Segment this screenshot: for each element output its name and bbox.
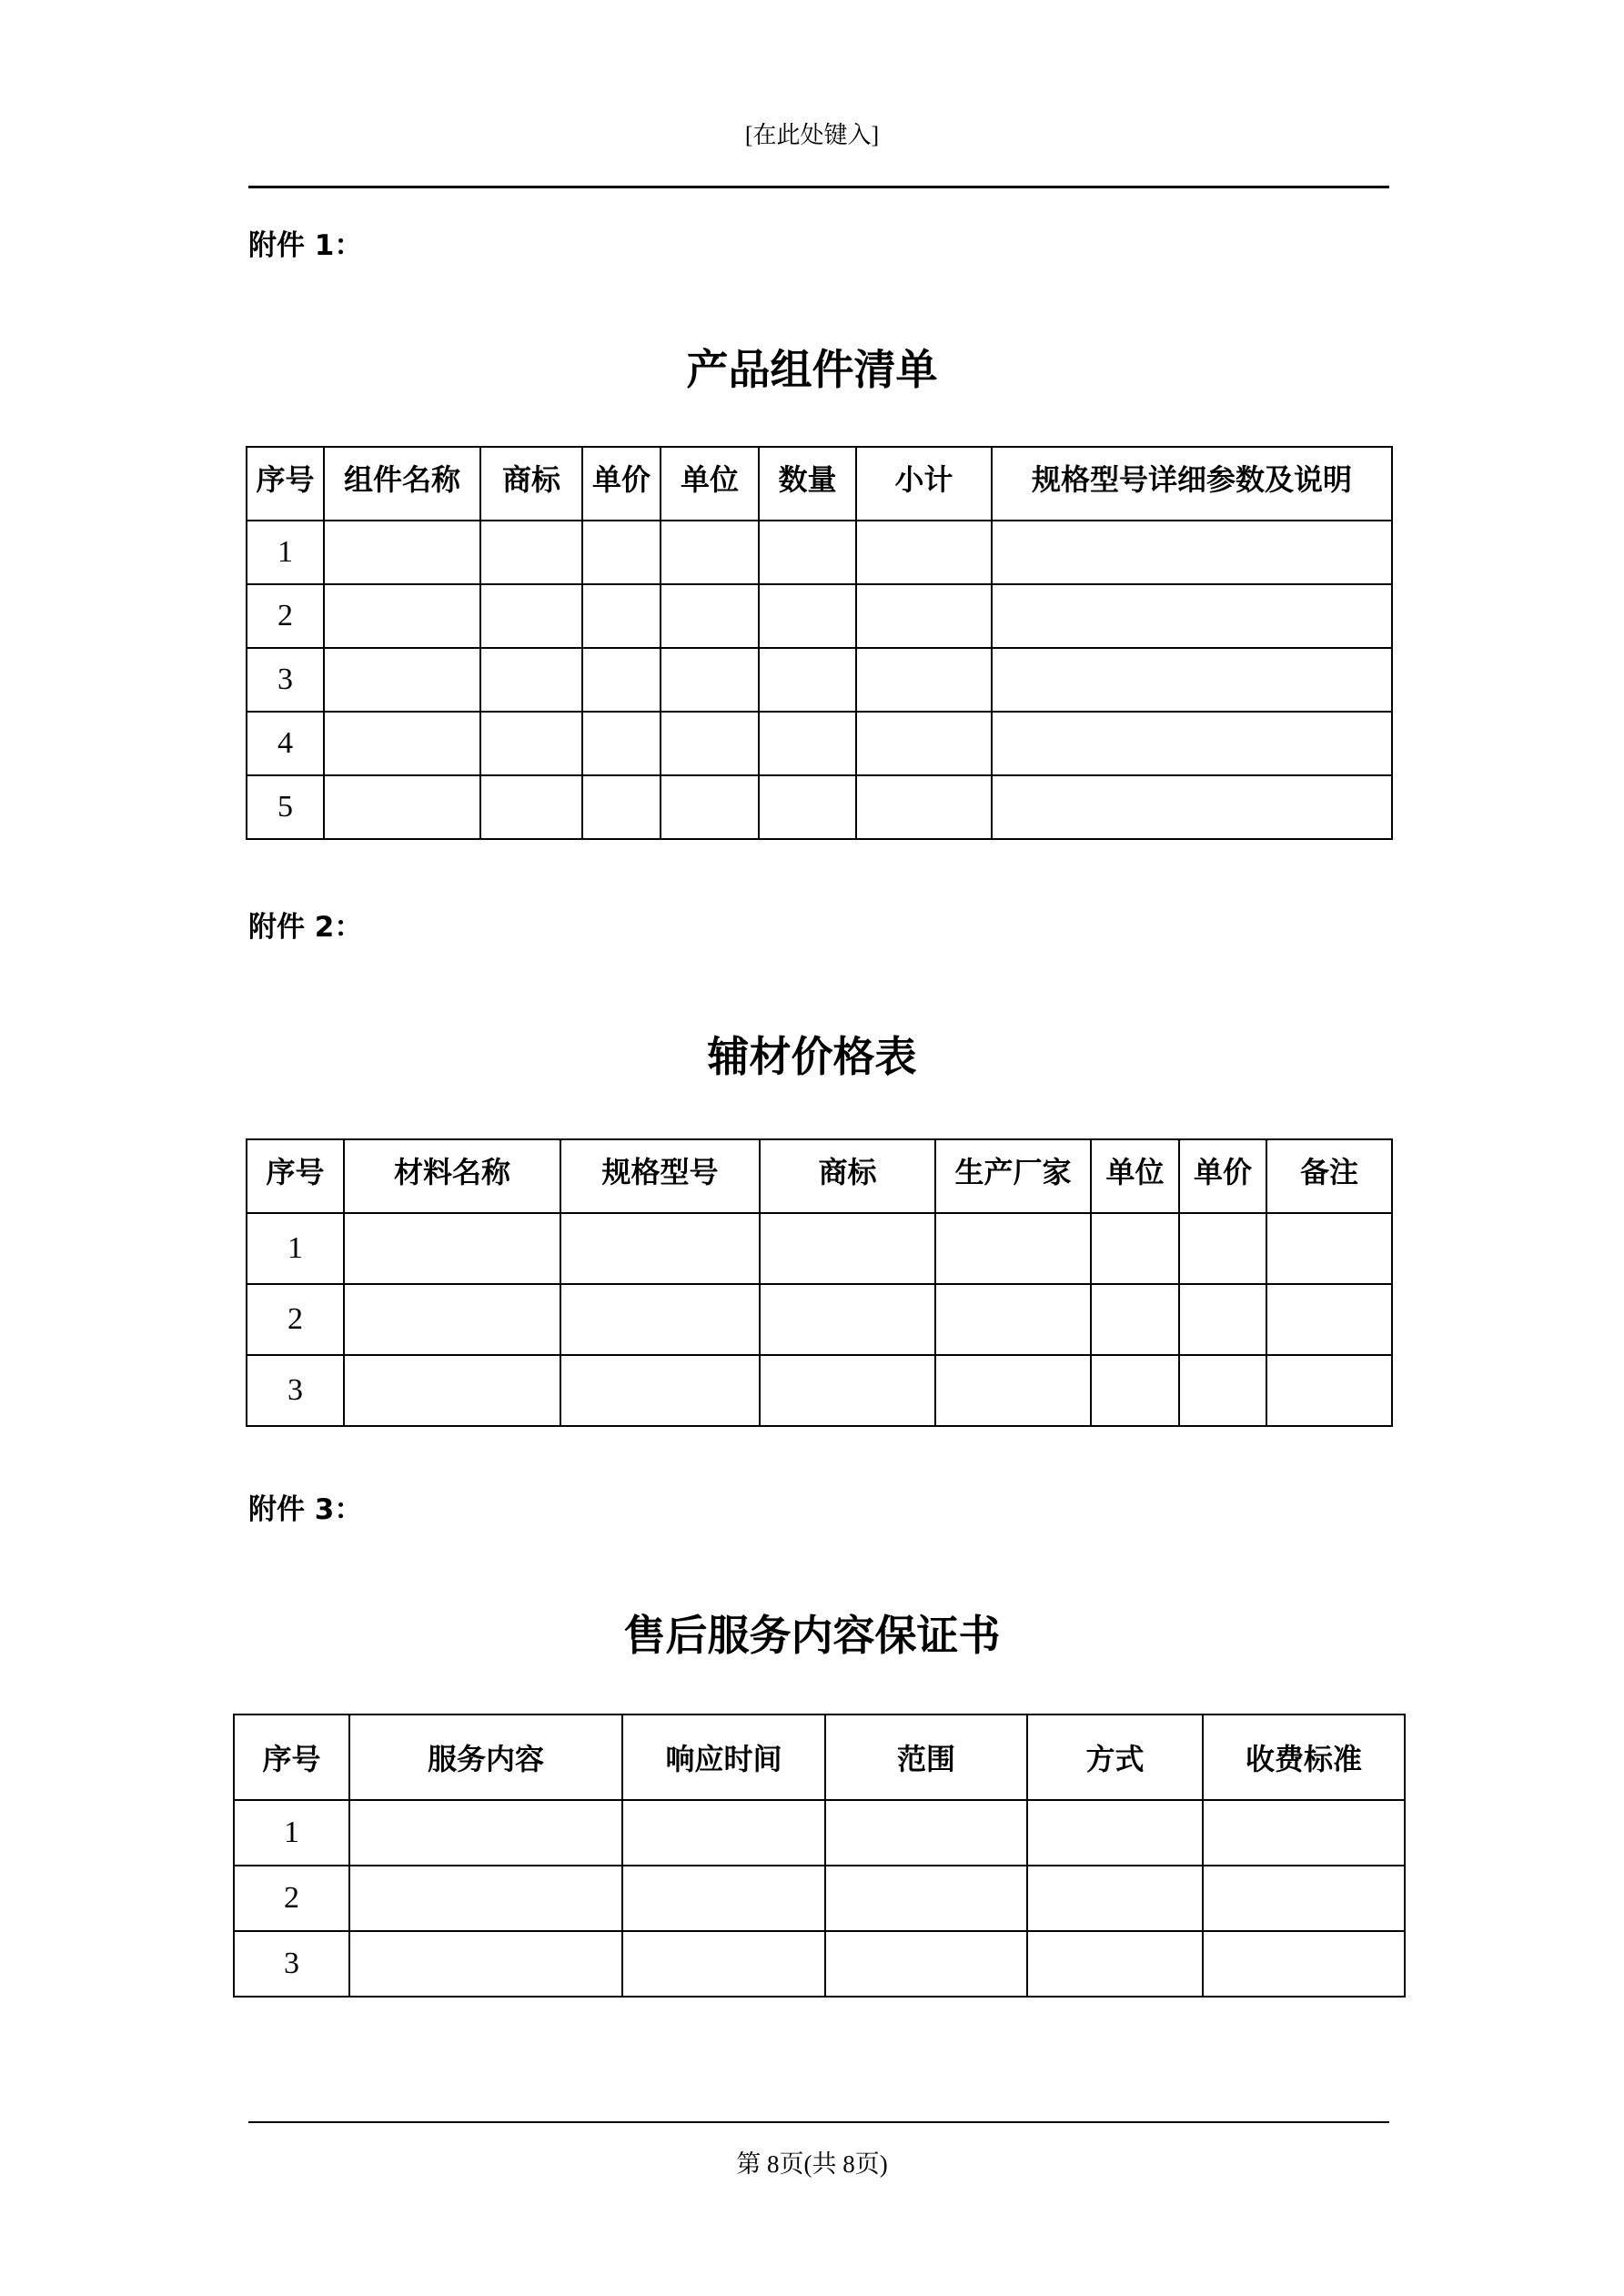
table-cell[interactable]	[661, 648, 759, 712]
table-cell[interactable]	[661, 712, 759, 775]
table-cell[interactable]	[622, 1931, 825, 1997]
table-cell[interactable]	[349, 1931, 622, 1997]
table-header-row	[247, 1139, 1392, 1213]
table-cell[interactable]	[324, 521, 480, 584]
column-header: 方式	[1027, 1714, 1203, 1800]
table-cell[interactable]	[582, 521, 661, 584]
table-cell[interactable]	[759, 775, 856, 839]
table-cell[interactable]	[1179, 1213, 1266, 1284]
table-cell[interactable]	[825, 1800, 1027, 1866]
column-header: 商标	[480, 447, 582, 521]
table-cell[interactable]	[759, 712, 856, 775]
product-components-table	[246, 446, 1393, 840]
row-number: 3	[247, 648, 324, 712]
table-row	[234, 1800, 1405, 1866]
table-cell[interactable]	[480, 648, 582, 712]
table-cell[interactable]	[480, 712, 582, 775]
table-cell[interactable]	[935, 1355, 1091, 1426]
table-cell[interactable]	[344, 1284, 560, 1355]
table-cell[interactable]	[324, 584, 480, 648]
table-cell[interactable]	[1179, 1355, 1266, 1426]
table-row	[247, 521, 1392, 584]
table-cell[interactable]	[992, 775, 1392, 839]
table-cell[interactable]	[324, 648, 480, 712]
table-cell[interactable]	[1203, 1866, 1405, 1931]
table-cell[interactable]	[582, 712, 661, 775]
table-cell[interactable]	[856, 521, 992, 584]
table-cell[interactable]	[582, 775, 661, 839]
table-row	[234, 1866, 1405, 1931]
table-cell[interactable]	[1179, 1284, 1266, 1355]
row-number: 3	[247, 1355, 344, 1426]
column-header: 组件名称	[324, 447, 480, 521]
table-cell[interactable]	[760, 1284, 935, 1355]
table-cell[interactable]	[760, 1355, 935, 1426]
page-number: 第 8页(共 8页)	[736, 2150, 888, 2178]
table-cell[interactable]	[825, 1931, 1027, 1997]
row-number: 3	[234, 1931, 349, 1997]
table-cell[interactable]	[344, 1355, 560, 1426]
after-sales-service-table	[233, 1714, 1406, 1998]
table-cell[interactable]	[560, 1284, 760, 1355]
table-row	[247, 1284, 1392, 1355]
header-rule	[248, 186, 1389, 188]
attachment3-title: 售后服务内容保证书	[623, 1611, 1001, 1660]
column-header: 收费标准	[1203, 1714, 1405, 1800]
table-cell[interactable]	[935, 1284, 1091, 1355]
table-cell[interactable]	[661, 775, 759, 839]
table-cell[interactable]	[1027, 1866, 1203, 1931]
column-header: 规格型号详细参数及说明	[992, 447, 1392, 521]
table-cell[interactable]	[1091, 1213, 1179, 1284]
table-cell[interactable]	[759, 584, 856, 648]
column-header: 单位	[1091, 1139, 1179, 1213]
table-cell[interactable]	[1266, 1355, 1392, 1426]
table-cell[interactable]	[344, 1213, 560, 1284]
attachment1-label: 附件 1：	[248, 229, 363, 262]
row-number: 1	[247, 521, 324, 584]
table-cell[interactable]	[560, 1213, 760, 1284]
row-number: 5	[247, 775, 324, 839]
row-number: 2	[234, 1866, 349, 1931]
table-cell[interactable]	[324, 775, 480, 839]
attachment2-title: 辅材价格表	[707, 1032, 917, 1081]
table-cell[interactable]	[760, 1213, 935, 1284]
column-header: 数量	[759, 447, 856, 521]
attachment2-label: 附件 2：	[248, 911, 363, 944]
table-row	[247, 584, 1392, 648]
table-cell[interactable]	[1091, 1284, 1179, 1355]
table-cell[interactable]	[661, 584, 759, 648]
table-cell[interactable]	[1027, 1800, 1203, 1866]
table-row	[247, 1355, 1392, 1426]
row-number: 1	[234, 1800, 349, 1866]
column-header: 单位	[661, 447, 759, 521]
column-header: 备注	[1266, 1139, 1392, 1213]
column-header: 单价	[582, 447, 661, 521]
row-number: 4	[247, 712, 324, 775]
table-cell[interactable]	[759, 648, 856, 712]
column-header: 小计	[856, 447, 992, 521]
column-header: 生产厂家	[935, 1139, 1091, 1213]
table-cell[interactable]	[582, 648, 661, 712]
table-row	[234, 1931, 1405, 1997]
table-cell[interactable]	[622, 1866, 825, 1931]
table-row	[247, 712, 1392, 775]
footer-rule	[248, 2121, 1389, 2123]
table-header-row	[247, 447, 1392, 521]
page-header: [在此处键入]	[744, 122, 880, 148]
column-header: 单价	[1179, 1139, 1266, 1213]
table-row	[247, 775, 1392, 839]
column-header: 序号	[247, 1139, 344, 1213]
table-row	[247, 648, 1392, 712]
column-header: 响应时间	[622, 1714, 825, 1800]
column-header: 材料名称	[344, 1139, 560, 1213]
table-cell[interactable]	[992, 712, 1392, 775]
column-header: 服务内容	[349, 1714, 622, 1800]
table-cell[interactable]	[1027, 1931, 1203, 1997]
column-header: 范围	[825, 1714, 1027, 1800]
table-cell[interactable]	[480, 775, 582, 839]
table-cell[interactable]	[349, 1866, 622, 1931]
table-cell[interactable]	[1266, 1284, 1392, 1355]
column-header: 序号	[247, 447, 324, 521]
table-cell[interactable]	[1091, 1355, 1179, 1426]
table-row	[247, 1213, 1392, 1284]
table-cell[interactable]	[1203, 1800, 1405, 1866]
table-cell[interactable]	[582, 584, 661, 648]
table-cell[interactable]	[1203, 1931, 1405, 1997]
table-cell[interactable]	[480, 521, 582, 584]
column-header: 序号	[234, 1714, 349, 1800]
table-cell[interactable]	[856, 584, 992, 648]
table-header-row	[234, 1714, 1405, 1800]
table-cell[interactable]	[324, 712, 480, 775]
table-cell[interactable]	[992, 648, 1392, 712]
table-cell[interactable]	[349, 1800, 622, 1866]
table-cell[interactable]	[935, 1213, 1091, 1284]
attachment1-title: 产品组件清单	[686, 345, 938, 394]
table-cell[interactable]	[1266, 1213, 1392, 1284]
attachment3-label: 附件 3：	[248, 1493, 363, 1526]
table-cell[interactable]	[622, 1800, 825, 1866]
table-cell[interactable]	[661, 521, 759, 584]
table-cell[interactable]	[992, 584, 1392, 648]
table-cell[interactable]	[759, 521, 856, 584]
column-header: 商标	[760, 1139, 935, 1213]
materials-price-table	[246, 1138, 1393, 1427]
row-number: 1	[247, 1213, 344, 1284]
table-cell[interactable]	[856, 775, 992, 839]
table-cell[interactable]	[856, 648, 992, 712]
table-cell[interactable]	[825, 1866, 1027, 1931]
table-cell[interactable]	[992, 521, 1392, 584]
table-cell[interactable]	[560, 1355, 760, 1426]
table-cell[interactable]	[480, 584, 582, 648]
row-number: 2	[247, 1284, 344, 1355]
row-number: 2	[247, 584, 324, 648]
column-header: 规格型号	[560, 1139, 760, 1213]
table-cell[interactable]	[856, 712, 992, 775]
